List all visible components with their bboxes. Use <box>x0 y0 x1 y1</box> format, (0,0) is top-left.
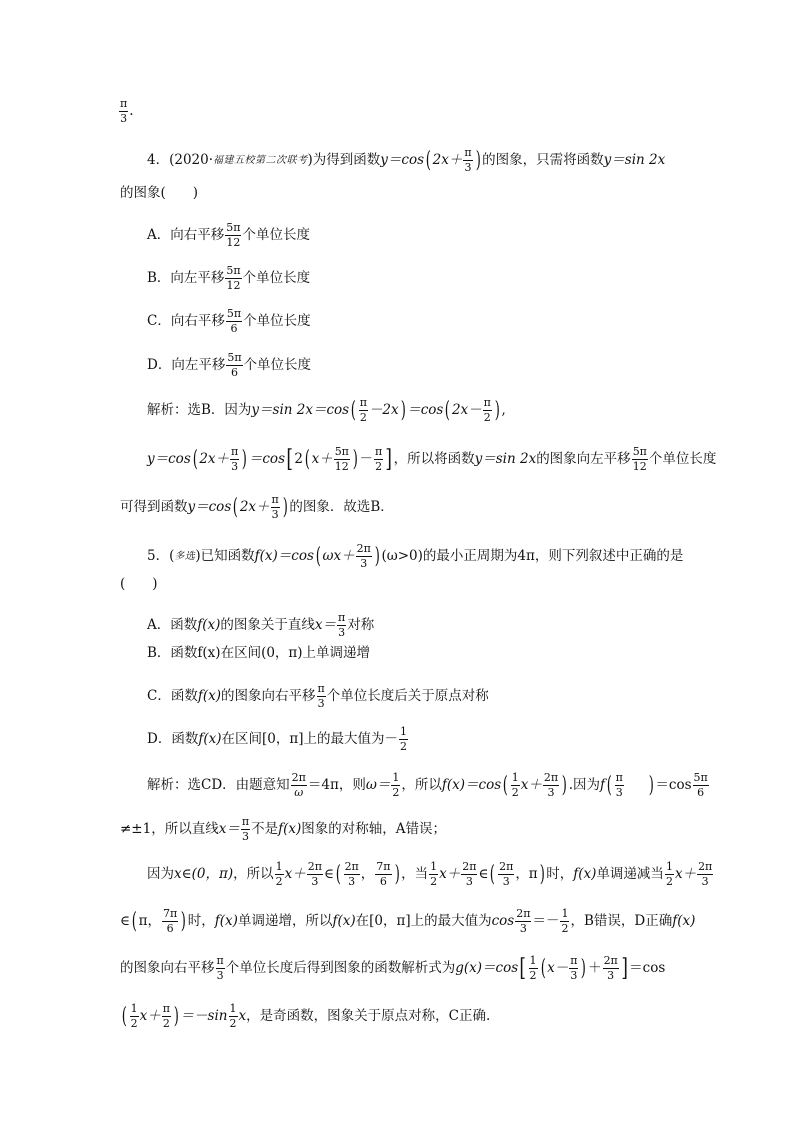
q5-option-b[interactable]: B．函数f(x)在区间(0，π)上单调递增 <box>147 645 371 661</box>
q5-solution-4: ∈ ( π， $\frac{7\pi}{6}$ ) 时， f(x) 单调递增，所以 f(x) 在[0，π]上的最大值为 cos $\frac{2\pi}{3}$ ＝－ $\frac{1}{2}$ ，B错误，D正确 f(x) <box>120 907 696 936</box>
q4-solution-3: 可得到函数 y＝cos ( 2x＋ $\frac{\pi}{3}$ ) 的图象．故选B． <box>120 493 394 522</box>
q5-solution-2: ≠±1，所以直线 x＝ $\frac{\pi}{3}$ 不是 f(x) 图象的对称轴，A错误； <box>120 815 446 844</box>
q5-stem-cont: ( ) <box>120 576 158 592</box>
q5-solution-5: 的图象向右平移 $\frac{\pi}{3}$ 个单位长度后得到图象的函数解析式为 g(x)＝cos [ $\frac{1}{2}$ ( x－ $\frac{\pi}{3}$ ) ＋ $\frac{2\pi}{3}$ ] ＝cos <box>120 953 666 983</box>
q4-solution-1: 解析：选B．因为 y＝sin 2x＝cos ( $\frac{\pi}{2}$ －2x ) ＝cos ( 2x－ $\frac{\pi}{2}$ ) , <box>147 396 506 425</box>
q5-option-a[interactable]: A．函数 f(x) 的图象关于直线 x＝ $\frac{\pi}{3}$ 对称 <box>147 611 375 640</box>
q4-option-b[interactable]: B．向左平移 $\frac{5\pi}{12}$ 个单位长度 <box>147 264 311 293</box>
q4-stem-cont: 的图象( ) <box>120 185 199 201</box>
q5-option-c[interactable]: C．函数 f(x) 的图象向右平移 $\frac{\pi}{3}$ 个单位长度后关于原点对称 <box>147 682 489 711</box>
q4-option-d[interactable]: D．向左平移 $\frac{5\pi}{6}$ 个单位长度 <box>147 351 312 380</box>
q5-solution-3: 因为 x∈(0，π) ，所以 $\frac{1}{2}$ x＋ $\frac{2\pi}{3}$ ∈ ( $\frac{2\pi}{3}$ ， $\frac{7\pi}{6}$ ) ，当 $\frac{1}{2}$ x＋ $\frac{2\pi}{3}$ ∈ ( $\frac{2\pi}{3}$ ，π ) 时， f(x) 单调递减当 $\frac{1}{2}$ x＋ $\frac{2\pi}{3}$ <box>147 860 713 889</box>
q4-stem: 4．(2020· 福建五校第二次联考 )为得到函数 y＝cos ( 2x＋ $\frac{\pi}{3}$ ) 的图象，只需将函数 y＝sin 2x <box>147 146 666 175</box>
q5-option-d[interactable]: D．函数 f(x) 在区间[0，π]上的最大值为－ $\frac{1}{2}$ <box>147 725 407 754</box>
q5-solution-1: 解析：选CD．由题意知 $\frac{2\pi}{\omega}$ ＝4π，则 ω＝ $\frac{1}{2}$ ，所以 f(x)＝cos ( $\frac{1}{2}$ x＋ $\frac{2\pi}{3}$ ) .因为 f ( $\frac{\pi}{3}$ ) ＝cos $\frac{5\pi}{6}$ <box>147 771 708 800</box>
fraction: $\frac{\pi}{3}$ <box>120 97 128 126</box>
q5-solution-6: ( $\frac{1}{2}$ x＋ $\frac{\pi}{2}$ ) ＝－sin $\frac{1}{2}$ x ，是奇函数，图象关于原点对称，C正确. <box>121 1002 491 1031</box>
q4-option-c[interactable]: C．向右平移 $\frac{5\pi}{6}$ 个单位长度 <box>147 307 311 336</box>
q4-option-a[interactable]: A．向右平移 $\frac{5\pi}{12}$ 个单位长度 <box>147 221 310 250</box>
q4-solution-2: y＝cos ( 2x＋ $\frac{\pi}{3}$ ) ＝cos [ 2 ( x＋ $\frac{5\pi}{12}$ ) － $\frac{\pi}{2}$ ] ，所以将函数 y＝sin 2x 的图象向左平移 $\frac{5\pi}{12}$ 个单位长度 <box>147 444 717 474</box>
top-fragment: $\frac{\pi}{3}$ . <box>120 97 134 126</box>
q5-stem: 5．( 多选 )已知函数 f(x)＝cos ( ωx＋ $\frac{2\pi}{3}$ ) (ω>0)的最小正周期为4π，则下列叙述中正确的是 <box>147 542 684 571</box>
